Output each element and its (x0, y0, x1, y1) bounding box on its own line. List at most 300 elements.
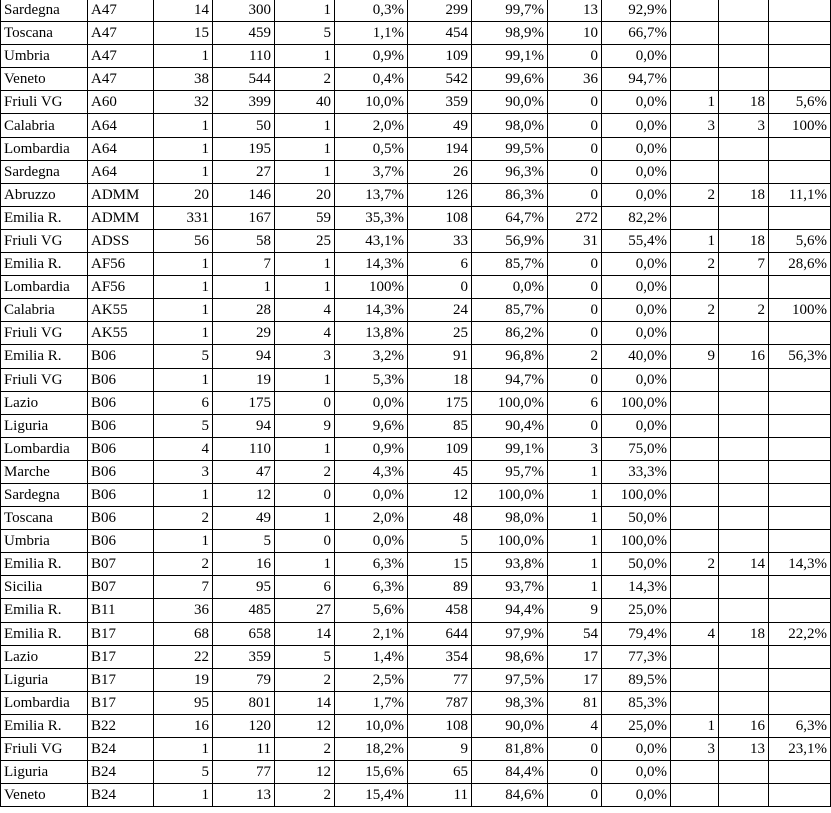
col5-cell: 1 (275, 137, 335, 160)
col11-cell (671, 206, 719, 229)
col4-cell: 13 (213, 784, 275, 807)
col12-cell: 14 (719, 553, 769, 576)
code-cell: B06 (88, 345, 154, 368)
col6-pct-cell: 10,0% (335, 91, 408, 114)
col6-pct-cell: 13,7% (335, 183, 408, 206)
col3-cell: 1 (154, 299, 213, 322)
col6-pct-cell: 0,0% (335, 391, 408, 414)
col12-cell (719, 761, 769, 784)
col6-pct-cell: 0,0% (335, 530, 408, 553)
col7-cell: 299 (408, 0, 472, 22)
table-row (1, 576, 831, 599)
col4-cell: 27 (213, 160, 275, 183)
col7-cell: 354 (408, 645, 472, 668)
col4-cell: 49 (213, 507, 275, 530)
col9-cell: 0 (548, 137, 602, 160)
col13-pct-cell (769, 576, 831, 599)
col8-pct-cell: 99,7% (472, 0, 548, 22)
col12-cell (719, 368, 769, 391)
col13-pct-cell: 5,6% (769, 229, 831, 252)
col4-cell: 77 (213, 761, 275, 784)
col8-pct-cell: 99,1% (472, 437, 548, 460)
col12-cell (719, 599, 769, 622)
col11-cell (671, 761, 719, 784)
col3-cell: 1 (154, 45, 213, 68)
col8-pct-cell: 97,9% (472, 622, 548, 645)
col13-pct-cell (769, 391, 831, 414)
col6-pct-cell: 4,3% (335, 460, 408, 483)
col8-pct-cell: 86,2% (472, 322, 548, 345)
col8-pct-cell: 98,3% (472, 691, 548, 714)
region-cell: Calabria (1, 114, 88, 137)
col4-cell: 300 (213, 0, 275, 22)
col3-cell: 1 (154, 483, 213, 506)
col11-cell (671, 530, 719, 553)
col9-cell: 0 (548, 45, 602, 68)
col12-cell: 16 (719, 714, 769, 737)
col11-cell: 9 (671, 345, 719, 368)
code-cell: A47 (88, 68, 154, 91)
col3-cell: 1 (154, 322, 213, 345)
col13-pct-cell: 100% (769, 299, 831, 322)
table-row (1, 183, 831, 206)
col12-cell (719, 206, 769, 229)
col3-cell: 4 (154, 437, 213, 460)
col10-pct-cell: 94,7% (602, 68, 671, 91)
col5-cell: 1 (275, 437, 335, 460)
code-cell: A47 (88, 0, 154, 22)
col9-cell: 0 (548, 114, 602, 137)
code-cell: B17 (88, 645, 154, 668)
col3-cell: 22 (154, 645, 213, 668)
table-row (1, 738, 831, 761)
region-cell: Friuli VG (1, 229, 88, 252)
code-cell: A64 (88, 160, 154, 183)
col3-cell: 1 (154, 784, 213, 807)
col5-cell: 2 (275, 68, 335, 91)
col11-cell (671, 645, 719, 668)
col10-pct-cell: 0,0% (602, 276, 671, 299)
col6-pct-cell: 0,5% (335, 137, 408, 160)
col5-cell: 4 (275, 299, 335, 322)
col9-cell: 1 (548, 483, 602, 506)
col6-pct-cell: 2,5% (335, 668, 408, 691)
col3-cell: 1 (154, 276, 213, 299)
col5-cell: 0 (275, 530, 335, 553)
table-row (1, 160, 831, 183)
col12-cell: 18 (719, 183, 769, 206)
region-cell: Emilia R. (1, 714, 88, 737)
table-row (1, 206, 831, 229)
col11-cell (671, 784, 719, 807)
table-row (1, 645, 831, 668)
table-row (1, 530, 831, 553)
col6-pct-cell: 1,4% (335, 645, 408, 668)
col13-pct-cell (769, 68, 831, 91)
table-row (1, 345, 831, 368)
col6-pct-cell: 2,0% (335, 114, 408, 137)
code-cell: A47 (88, 22, 154, 45)
col5-cell: 40 (275, 91, 335, 114)
col10-pct-cell: 14,3% (602, 576, 671, 599)
col7-cell: 85 (408, 414, 472, 437)
table-row (1, 483, 831, 506)
col13-pct-cell (769, 414, 831, 437)
col8-pct-cell: 100,0% (472, 483, 548, 506)
col7-cell: 89 (408, 576, 472, 599)
col10-pct-cell: 75,0% (602, 437, 671, 460)
code-cell: AK55 (88, 299, 154, 322)
region-cell: Sardegna (1, 0, 88, 22)
col3-cell: 1 (154, 137, 213, 160)
col13-pct-cell (769, 22, 831, 45)
table-row (1, 691, 831, 714)
col7-cell: 49 (408, 114, 472, 137)
col13-pct-cell (769, 784, 831, 807)
code-cell: AF56 (88, 253, 154, 276)
col11-cell (671, 368, 719, 391)
region-cell: Veneto (1, 68, 88, 91)
col5-cell: 12 (275, 761, 335, 784)
col3-cell: 14 (154, 0, 213, 22)
col3-cell: 5 (154, 345, 213, 368)
col7-cell: 24 (408, 299, 472, 322)
col12-cell (719, 507, 769, 530)
table-row (1, 714, 831, 737)
col8-pct-cell: 98,0% (472, 114, 548, 137)
col7-cell: 108 (408, 206, 472, 229)
col5-cell: 4 (275, 322, 335, 345)
table-row (1, 368, 831, 391)
col9-cell: 0 (548, 738, 602, 761)
col6-pct-cell: 6,3% (335, 553, 408, 576)
region-cell: Friuli VG (1, 322, 88, 345)
col9-cell: 0 (548, 183, 602, 206)
col8-pct-cell: 98,0% (472, 507, 548, 530)
col3-cell: 331 (154, 206, 213, 229)
col12-cell (719, 45, 769, 68)
table-row (1, 761, 831, 784)
region-cell: Sicilia (1, 576, 88, 599)
col10-pct-cell: 50,0% (602, 553, 671, 576)
col13-pct-cell (769, 160, 831, 183)
col6-pct-cell: 15,6% (335, 761, 408, 784)
col5-cell: 6 (275, 576, 335, 599)
col8-pct-cell: 86,3% (472, 183, 548, 206)
col13-pct-cell (769, 530, 831, 553)
col4-cell: 459 (213, 22, 275, 45)
table-row (1, 114, 831, 137)
col5-cell: 2 (275, 738, 335, 761)
col4-cell: 47 (213, 460, 275, 483)
region-cell: Lombardia (1, 276, 88, 299)
col11-cell (671, 460, 719, 483)
col10-pct-cell: 25,0% (602, 599, 671, 622)
col11-cell (671, 276, 719, 299)
region-cell: Calabria (1, 299, 88, 322)
col3-cell: 56 (154, 229, 213, 252)
col7-cell: 5 (408, 530, 472, 553)
col5-cell: 1 (275, 507, 335, 530)
col10-pct-cell: 0,0% (602, 45, 671, 68)
table-row (1, 391, 831, 414)
col4-cell: 79 (213, 668, 275, 691)
col5-cell: 0 (275, 391, 335, 414)
col9-cell: 1 (548, 460, 602, 483)
col7-cell: 454 (408, 22, 472, 45)
col6-pct-cell: 43,1% (335, 229, 408, 252)
col3-cell: 5 (154, 414, 213, 437)
table-row (1, 460, 831, 483)
col4-cell: 485 (213, 599, 275, 622)
col9-cell: 13 (548, 0, 602, 22)
col9-cell: 10 (548, 22, 602, 45)
col6-pct-cell: 0,9% (335, 437, 408, 460)
col10-pct-cell: 25,0% (602, 714, 671, 737)
table-row (1, 68, 831, 91)
region-cell: Marche (1, 460, 88, 483)
col13-pct-cell: 56,3% (769, 345, 831, 368)
col9-cell: 17 (548, 645, 602, 668)
col4-cell: 359 (213, 645, 275, 668)
code-cell: B06 (88, 391, 154, 414)
col7-cell: 12 (408, 483, 472, 506)
col11-cell: 1 (671, 229, 719, 252)
table-row (1, 437, 831, 460)
region-cell: Lombardia (1, 437, 88, 460)
col6-pct-cell: 0,0% (335, 483, 408, 506)
col4-cell: 1 (213, 276, 275, 299)
col11-cell (671, 507, 719, 530)
col6-pct-cell: 0,4% (335, 68, 408, 91)
col4-cell: 11 (213, 738, 275, 761)
code-cell: A64 (88, 137, 154, 160)
col3-cell: 1 (154, 114, 213, 137)
code-cell: B24 (88, 738, 154, 761)
col11-cell (671, 483, 719, 506)
col12-cell (719, 276, 769, 299)
region-cell: Lombardia (1, 137, 88, 160)
col3-cell: 16 (154, 714, 213, 737)
region-cell: Toscana (1, 507, 88, 530)
col5-cell: 1 (275, 114, 335, 137)
col6-pct-cell: 2,0% (335, 507, 408, 530)
col11-cell: 2 (671, 553, 719, 576)
col13-pct-cell: 100% (769, 114, 831, 137)
col10-pct-cell: 0,0% (602, 322, 671, 345)
col11-cell: 2 (671, 253, 719, 276)
col4-cell: 50 (213, 114, 275, 137)
col4-cell: 120 (213, 714, 275, 737)
col3-cell: 32 (154, 91, 213, 114)
col7-cell: 175 (408, 391, 472, 414)
table-row (1, 784, 831, 807)
code-cell: AF56 (88, 276, 154, 299)
region-cell: Lazio (1, 391, 88, 414)
table-row (1, 668, 831, 691)
col7-cell: 644 (408, 622, 472, 645)
col12-cell (719, 414, 769, 437)
col9-cell: 0 (548, 761, 602, 784)
col9-cell: 1 (548, 530, 602, 553)
code-cell: B06 (88, 414, 154, 437)
table-row (1, 229, 831, 252)
col13-pct-cell (769, 206, 831, 229)
col3-cell: 3 (154, 460, 213, 483)
table-row (1, 299, 831, 322)
col9-cell: 272 (548, 206, 602, 229)
col7-cell: 108 (408, 714, 472, 737)
col10-pct-cell: 0,0% (602, 91, 671, 114)
col13-pct-cell (769, 507, 831, 530)
col9-cell: 0 (548, 414, 602, 437)
col4-cell: 94 (213, 414, 275, 437)
col12-cell: 7 (719, 253, 769, 276)
col9-cell: 31 (548, 229, 602, 252)
col10-pct-cell: 100,0% (602, 530, 671, 553)
region-cell: Sardegna (1, 483, 88, 506)
col3-cell: 1 (154, 368, 213, 391)
col11-cell (671, 160, 719, 183)
col9-cell: 3 (548, 437, 602, 460)
col7-cell: 25 (408, 322, 472, 345)
col10-pct-cell: 100,0% (602, 391, 671, 414)
col5-cell: 1 (275, 160, 335, 183)
col9-cell: 36 (548, 68, 602, 91)
col5-cell: 1 (275, 45, 335, 68)
col5-cell: 1 (275, 0, 335, 22)
col11-cell: 1 (671, 91, 719, 114)
col4-cell: 94 (213, 345, 275, 368)
col11-cell (671, 576, 719, 599)
col10-pct-cell: 0,0% (602, 137, 671, 160)
col8-pct-cell: 98,9% (472, 22, 548, 45)
col9-cell: 0 (548, 322, 602, 345)
col10-pct-cell: 50,0% (602, 507, 671, 530)
code-cell: ADMM (88, 183, 154, 206)
col12-cell: 2 (719, 299, 769, 322)
col12-cell (719, 22, 769, 45)
col3-cell: 20 (154, 183, 213, 206)
col9-cell: 1 (548, 553, 602, 576)
col12-cell (719, 391, 769, 414)
col7-cell: 26 (408, 160, 472, 183)
col9-cell: 4 (548, 714, 602, 737)
col3-cell: 1 (154, 160, 213, 183)
col7-cell: 77 (408, 668, 472, 691)
code-cell: A47 (88, 45, 154, 68)
col12-cell: 18 (719, 91, 769, 114)
col8-pct-cell: 84,4% (472, 761, 548, 784)
code-cell: B06 (88, 530, 154, 553)
col5-cell: 20 (275, 183, 335, 206)
col8-pct-cell: 96,3% (472, 160, 548, 183)
col3-cell: 19 (154, 668, 213, 691)
col3-cell: 38 (154, 68, 213, 91)
col3-cell: 36 (154, 599, 213, 622)
col9-cell: 1 (548, 576, 602, 599)
code-cell: B17 (88, 622, 154, 645)
col4-cell: 28 (213, 299, 275, 322)
table-row (1, 553, 831, 576)
col11-cell (671, 599, 719, 622)
col11-cell (671, 22, 719, 45)
col10-pct-cell: 0,0% (602, 414, 671, 437)
code-cell: B06 (88, 368, 154, 391)
col5-cell: 1 (275, 368, 335, 391)
col9-cell: 6 (548, 391, 602, 414)
col7-cell: 65 (408, 761, 472, 784)
region-cell: Liguria (1, 761, 88, 784)
col12-cell: 18 (719, 229, 769, 252)
col13-pct-cell (769, 322, 831, 345)
code-cell: B22 (88, 714, 154, 737)
col4-cell: 801 (213, 691, 275, 714)
col6-pct-cell: 5,6% (335, 599, 408, 622)
col11-cell: 1 (671, 714, 719, 737)
code-cell: B11 (88, 599, 154, 622)
table-row (1, 276, 831, 299)
col11-cell (671, 414, 719, 437)
col8-pct-cell: 64,7% (472, 206, 548, 229)
col3-cell: 2 (154, 507, 213, 530)
col4-cell: 29 (213, 322, 275, 345)
region-cell: Abruzzo (1, 183, 88, 206)
col4-cell: 110 (213, 437, 275, 460)
col12-cell (719, 322, 769, 345)
col3-cell: 1 (154, 738, 213, 761)
table-row (1, 414, 831, 437)
code-cell: B24 (88, 761, 154, 784)
col10-pct-cell: 0,0% (602, 114, 671, 137)
col6-pct-cell: 3,2% (335, 345, 408, 368)
code-cell: ADMM (88, 206, 154, 229)
col10-pct-cell: 89,5% (602, 668, 671, 691)
col6-pct-cell: 9,6% (335, 414, 408, 437)
col7-cell: 33 (408, 229, 472, 252)
col13-pct-cell (769, 0, 831, 22)
col6-pct-cell: 10,0% (335, 714, 408, 737)
code-cell: B06 (88, 483, 154, 506)
col7-cell: 15 (408, 553, 472, 576)
code-cell: B24 (88, 784, 154, 807)
col3-cell: 1 (154, 530, 213, 553)
col13-pct-cell (769, 460, 831, 483)
col6-pct-cell: 35,3% (335, 206, 408, 229)
col4-cell: 95 (213, 576, 275, 599)
col9-cell: 54 (548, 622, 602, 645)
col12-cell (719, 137, 769, 160)
col4-cell: 5 (213, 530, 275, 553)
col13-pct-cell (769, 668, 831, 691)
col13-pct-cell: 11,1% (769, 183, 831, 206)
col8-pct-cell: 81,8% (472, 738, 548, 761)
col7-cell: 18 (408, 368, 472, 391)
col9-cell: 0 (548, 160, 602, 183)
col11-cell (671, 0, 719, 22)
col6-pct-cell: 18,2% (335, 738, 408, 761)
code-cell: B07 (88, 576, 154, 599)
col11-cell (671, 391, 719, 414)
col11-cell: 2 (671, 299, 719, 322)
code-cell: B07 (88, 553, 154, 576)
col7-cell: 6 (408, 253, 472, 276)
col8-pct-cell: 84,6% (472, 784, 548, 807)
col13-pct-cell (769, 368, 831, 391)
col7-cell: 109 (408, 45, 472, 68)
col13-pct-cell (769, 645, 831, 668)
region-cell: Emilia R. (1, 345, 88, 368)
